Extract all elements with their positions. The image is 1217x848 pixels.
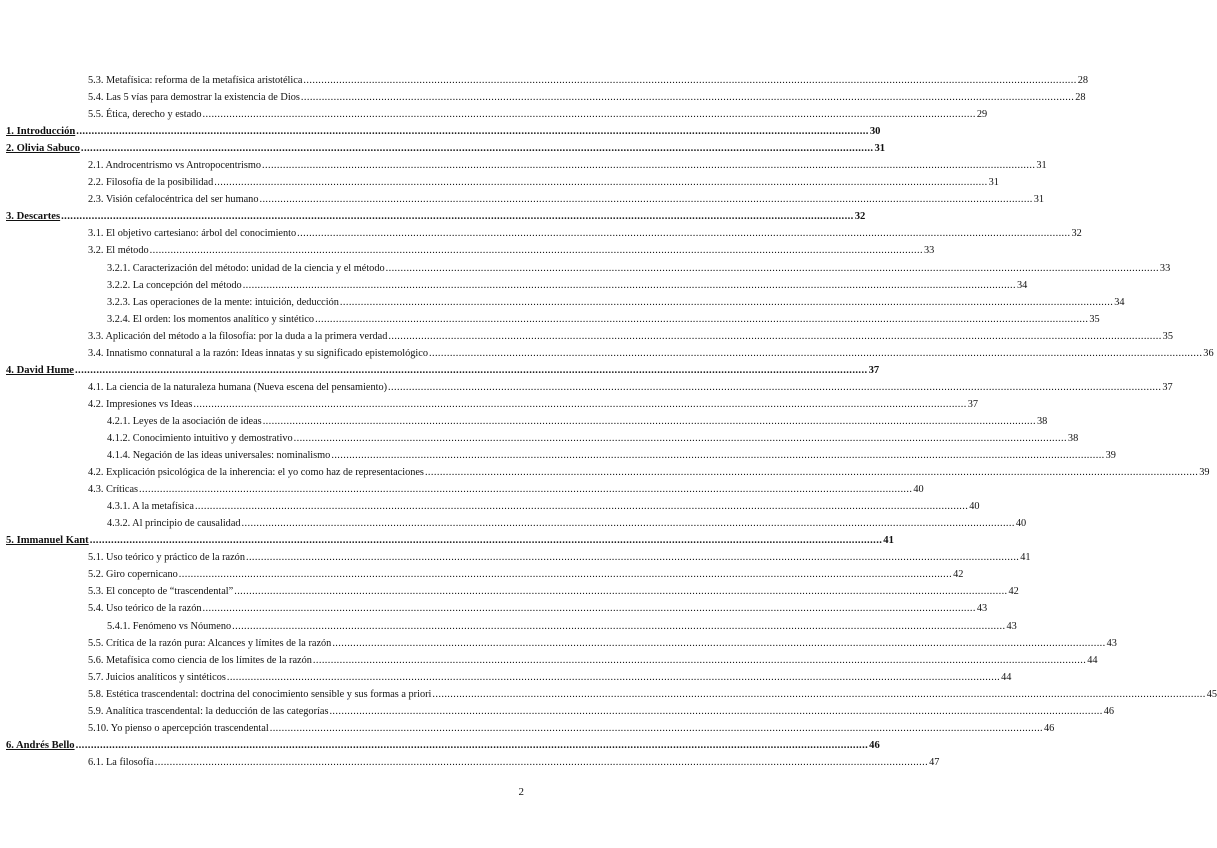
toc-entry-page: 44 — [1001, 671, 1012, 683]
toc-entry-title: 4.2.1. Leyes de la asociación de ideas — [107, 415, 262, 427]
toc-entry[interactable] — [88, 311, 1100, 328]
toc-entry[interactable] — [6, 737, 880, 754]
toc-entry[interactable] — [88, 566, 964, 583]
toc-entry-title: 5.3. Metafísica: reforma de la metafísica aristotélica — [88, 75, 303, 86]
toc-entry[interactable] — [88, 583, 1019, 600]
toc-entry-page: 39 — [1199, 467, 1210, 479]
toc-entry-page: 31 — [988, 177, 999, 189]
toc-entry-page: 33 — [1159, 262, 1171, 274]
toc-leader-dots — [386, 260, 1159, 277]
toc-entry-page: 42 — [1008, 586, 1019, 598]
toc-entry[interactable] — [88, 652, 1098, 669]
toc-entry-title: 5.5. Ética, derecho y estado — [88, 109, 202, 121]
toc-entry-page: 45 — [1206, 688, 1217, 700]
toc-leader-dots — [179, 566, 952, 583]
toc-entry-title: 5.1. Uso teórico y práctico de la razón — [88, 552, 245, 564]
toc-entry[interactable] — [88, 754, 940, 771]
toc-entry-page: 40 — [913, 484, 924, 496]
toc-entry-page: 28 — [1075, 92, 1086, 104]
toc-entry-page: 47 — [929, 756, 940, 768]
toc-entry-title: 5. Immanuel Kant — [6, 535, 89, 547]
toc-entry-title: 4.2. Explicación psicológica de la inherencia: el yo como haz de representaciones — [88, 467, 424, 479]
toc-entry-page: 46 — [869, 739, 880, 751]
toc-entry-page: 33 — [923, 245, 935, 257]
toc-leader-dots — [329, 703, 1102, 720]
toc-leader-dots — [81, 140, 874, 157]
toc-entry[interactable] — [88, 703, 1115, 720]
toc-entry[interactable] — [6, 362, 880, 379]
toc-leader-dots — [294, 430, 1067, 447]
toc-entry-page: 28 — [1077, 75, 1089, 86]
toc-entry-title: 5.10. Yo pienso o apercepción trascendental — [88, 722, 269, 734]
toc-entry-title: 5.2. Giro copernicano — [88, 569, 178, 581]
toc-entry-page: 30 — [869, 126, 881, 138]
toc-entry-title: 5.8. Estética trascendental: doctrina del conocimiento sensible y sus formas a priori — [88, 688, 432, 700]
toc-entry-title: 4.3.1. A la metafísica — [107, 501, 194, 513]
toc-entry[interactable] — [88, 515, 1027, 532]
toc-entry-title: 2. Olivia Sabuco — [6, 143, 80, 155]
toc-entry-page: 32 — [1071, 228, 1082, 240]
toc-entry-page: 41 — [1020, 552, 1031, 564]
toc-leader-dots — [297, 225, 1070, 242]
toc-entry-title: 6. Andrés Bello — [6, 739, 75, 751]
toc-entry-page: 43 — [1106, 637, 1117, 649]
toc-leader-dots — [429, 345, 1202, 362]
toc-leader-dots — [234, 583, 1007, 600]
toc-entry[interactable] — [88, 345, 1214, 362]
toc-leader-dots — [227, 669, 1000, 686]
toc-entry-title: 6.1. La filosofía — [88, 756, 154, 768]
toc-entry[interactable] — [88, 447, 1116, 464]
toc-entry-title: 5.7. Juicios analíticos y sintéticos — [88, 671, 226, 683]
toc-leader-dots — [193, 396, 966, 413]
toc-entry-title: 3. Descartes — [6, 211, 61, 223]
toc-entry-page: 31 — [1033, 194, 1045, 206]
toc-leader-dots — [331, 447, 1104, 464]
toc-entry-page: 38 — [1036, 415, 1048, 427]
toc-entry[interactable] — [88, 464, 1210, 481]
toc-entry-title: 3.2. El método — [88, 245, 149, 257]
toc-leader-dots — [195, 498, 968, 515]
toc-entry[interactable] — [88, 720, 1055, 737]
toc-entry[interactable] — [88, 72, 1089, 89]
toc-entry-title: 3.2.4. El orden: los momentos analítico y sintético — [107, 313, 315, 325]
toc-leader-dots — [388, 379, 1161, 396]
toc-leader-dots — [388, 328, 1161, 345]
toc-entry-title: 4.1.4. Negación de las ideas universales: nominalismo — [107, 450, 331, 462]
toc-entry-page: 41 — [883, 535, 894, 547]
toc-entry-title: 2.3. Visión cefalocéntrica del ser humano — [88, 194, 259, 206]
toc-entry-title: 3.4. Innatismo connatural a la razón: Ideas innatas y su significado epistemológico — [88, 347, 428, 359]
toc-entry[interactable] — [88, 328, 1173, 345]
toc-entry-page: 37 — [1162, 381, 1173, 393]
toc-entry-title: 4. David Hume — [6, 364, 74, 376]
toc-entry[interactable] — [88, 669, 1012, 686]
toc-entry-title: 2.1. Androcentrismo vs Antropocentrismo — [88, 160, 262, 172]
toc-entry[interactable] — [6, 140, 886, 157]
toc-leader-dots — [214, 174, 987, 191]
toc-leader-dots — [75, 362, 868, 379]
toc-entry-page: 38 — [1067, 432, 1079, 444]
toc-entry-title: 4.3.2. Al principio de causalidad — [107, 518, 241, 530]
toc-leader-dots — [242, 515, 1015, 532]
toc-entry[interactable] — [88, 618, 1017, 635]
toc-entry-page: 31 — [874, 143, 886, 155]
toc-entry[interactable] — [88, 225, 1082, 242]
toc-entry[interactable] — [88, 396, 978, 413]
toc-entry-title: 3.3. Aplicación del método a la filosofía: por la duda a la primera verdad — [88, 330, 388, 342]
toc-leader-dots — [203, 600, 976, 617]
toc-leader-dots — [340, 294, 1113, 311]
toc-leader-dots — [270, 720, 1043, 737]
toc-entry-title: 5.4. Uso teórico de la razón — [88, 603, 202, 615]
toc-leader-dots — [232, 618, 1005, 635]
toc-leader-dots — [150, 242, 923, 259]
toc-entry[interactable] — [88, 413, 1048, 430]
toc-entry-title: 4.1. La ciencia de la naturaleza humana (Nueva escena del pensamiento) — [88, 381, 388, 393]
toc-entry-page: 34 — [1016, 279, 1028, 291]
toc-entry[interactable] — [88, 89, 1086, 106]
toc-leader-dots — [139, 481, 912, 498]
toc-leader-dots — [263, 413, 1036, 430]
toc-entry[interactable] — [88, 635, 1117, 652]
toc-entry-title: 3.1. El objetivo cartesiano: árbol del conocimiento — [88, 228, 297, 240]
toc-entry[interactable] — [88, 106, 988, 123]
toc-entry-page: 31 — [1036, 160, 1047, 172]
toc-entry-page: 40 — [969, 501, 980, 513]
toc-entry-title: 5.9. Analítica trascendental: la deducción de las categorías — [88, 705, 329, 717]
toc-leader-dots — [262, 157, 1035, 174]
toc-entry-page: 35 — [1162, 330, 1173, 342]
toc-entry-page: 42 — [953, 569, 964, 581]
toc-entry[interactable] — [88, 379, 1173, 396]
toc-entry-title: 4.2. Impresiones vs Ideas — [88, 398, 193, 410]
toc-leader-dots — [90, 532, 883, 549]
toc-entry[interactable] — [88, 260, 1171, 277]
toc-entry-page: 35 — [1089, 313, 1100, 325]
toc-entry-title: 5.4. Las 5 vías para demostrar la existencia de Dios — [88, 92, 300, 104]
toc-entry[interactable] — [88, 191, 1045, 208]
toc-leader-dots — [76, 737, 869, 754]
toc-entry-title: 5.4.1. Fenómeno vs Nóumeno — [107, 620, 232, 632]
toc-entry[interactable] — [88, 294, 1125, 311]
toc-entry-title: 5.3. El concepto de “trascendental” — [88, 586, 234, 598]
toc-entry-title: 4.1.2. Conocimiento intuitivo y demostrativo — [107, 432, 293, 444]
toc-leader-dots — [155, 754, 928, 771]
toc-leader-dots — [425, 464, 1198, 481]
toc-entry-page: 32 — [854, 211, 866, 223]
toc-entry[interactable] — [88, 481, 924, 498]
toc-entry-page: 34 — [1114, 296, 1125, 308]
toc-entry-page: 43 — [976, 603, 988, 615]
toc-leader-dots — [301, 89, 1074, 106]
toc-entry-page: 29 — [976, 109, 988, 121]
toc-leader-dots — [303, 72, 1076, 89]
toc-leader-dots — [315, 311, 1088, 328]
toc-entry[interactable] — [6, 123, 881, 140]
toc-leader-dots — [243, 277, 1016, 294]
toc-entry-page: 46 — [1103, 705, 1115, 717]
toc-entry-title: 2.2. Filosofía de la posibilidad — [88, 177, 214, 189]
toc-entry[interactable] — [88, 157, 1047, 174]
toc-entry-page: 39 — [1105, 450, 1116, 462]
toc-entry-title: 3.2.3. Las operaciones de la mente: intuición, deducción — [107, 296, 339, 308]
toc-entry-title: 1. Introducción — [6, 126, 76, 138]
toc-entry-page: 36 — [1203, 347, 1214, 359]
toc-entry[interactable] — [6, 532, 894, 549]
toc-entry-page: 37 — [967, 398, 978, 410]
toc-entry[interactable] — [6, 208, 866, 225]
page-number: 2 — [518, 786, 524, 798]
toc-entry[interactable] — [88, 430, 1079, 447]
toc-entry-title: 3.2.2. La concepción del método — [107, 279, 242, 291]
toc-entry[interactable] — [88, 498, 980, 515]
toc-entry-title: 5.6. Metafísica como ciencia de los límites de la razón — [88, 654, 312, 666]
toc-entry-page: 46 — [1044, 722, 1055, 734]
toc-leader-dots — [76, 123, 869, 140]
toc-leader-dots — [313, 652, 1086, 669]
toc-leader-dots — [61, 208, 854, 225]
toc-entry-page: 44 — [1087, 654, 1098, 666]
toc-leader-dots — [246, 549, 1019, 566]
toc-entry-title: 4.3. Críticas — [88, 484, 139, 496]
toc-entry[interactable] — [88, 277, 1028, 294]
table-of-contents — [6, 72, 1217, 771]
toc-entry-title: 3.2.1. Caracterización del método: unidad de la ciencia y el método — [107, 262, 385, 274]
toc-entry[interactable] — [88, 549, 1031, 566]
toc-entry[interactable] — [88, 242, 935, 259]
toc-leader-dots — [259, 191, 1032, 208]
toc-entry[interactable] — [88, 174, 999, 191]
toc-leader-dots — [332, 635, 1105, 652]
toc-entry-page: 40 — [1015, 518, 1027, 530]
toc-entry-title: 5.5. Crítica de la razón pura: Alcances y límites de la razón — [88, 637, 332, 649]
toc-entry[interactable] — [88, 686, 1217, 703]
toc-entry-page: 43 — [1006, 620, 1017, 632]
toc-entry-page: 37 — [868, 364, 880, 376]
toc-leader-dots — [203, 106, 976, 123]
toc-entry[interactable] — [88, 600, 988, 617]
toc-leader-dots — [432, 686, 1205, 703]
